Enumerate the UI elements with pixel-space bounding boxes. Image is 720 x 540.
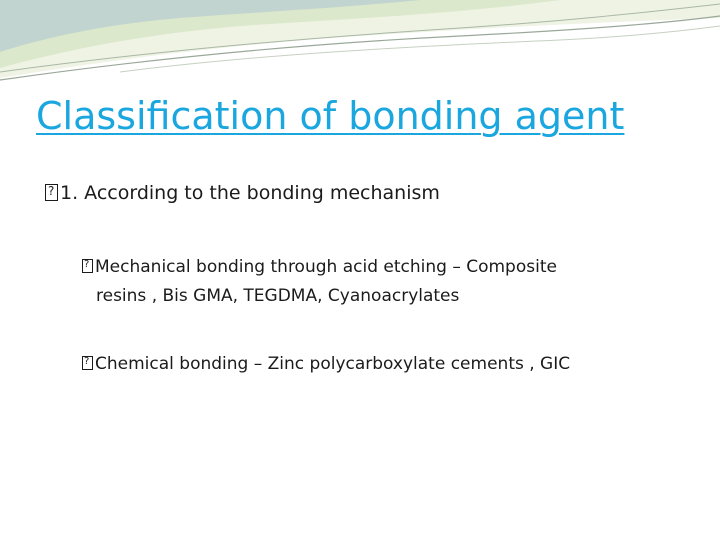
sub-bullet-mechanical-text-1: Mechanical bonding through acid etching – Composite bbox=[95, 257, 557, 277]
sub-bullet-chemical bbox=[82, 350, 692, 379]
replacement-character-box-icon bbox=[82, 356, 93, 370]
sub-bullet-mechanical bbox=[82, 253, 692, 311]
sub-bullet-chemical-line1 bbox=[82, 350, 692, 379]
bullet-level1-text: 1. According to the bonding mechanism bbox=[60, 182, 440, 204]
header-wave-decoration bbox=[0, 0, 720, 90]
sub-bullet-mechanical-text-2: resins , Bis GMA, TEGDMA, Cyanoacrylates bbox=[96, 286, 460, 306]
sub-bullet-chemical-text: Chemical bonding – Zinc polycarboxylate cements , GIC bbox=[95, 354, 571, 374]
slide-title: Classification of bonding agent bbox=[36, 94, 625, 138]
sub-bullet-mechanical-line1 bbox=[82, 253, 692, 282]
replacement-character-box-icon bbox=[45, 184, 58, 201]
replacement-character-box-icon bbox=[82, 259, 93, 273]
bullet-level1 bbox=[45, 179, 685, 207]
